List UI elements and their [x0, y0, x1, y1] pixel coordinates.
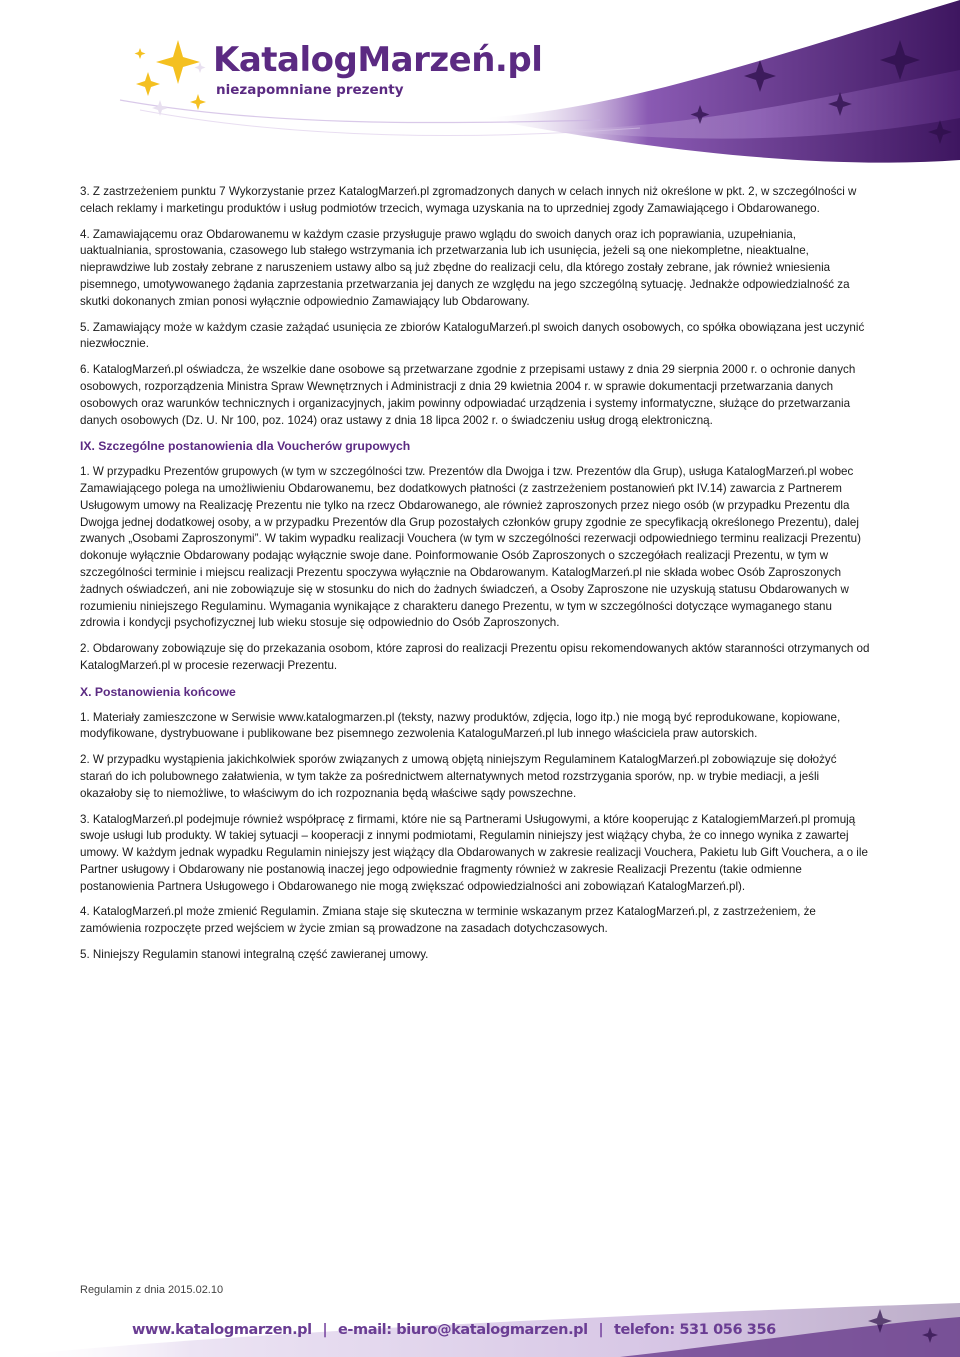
document-body [80, 184, 870, 973]
email-link[interactable]: e-mail: biuro@katalogmarzen.pl [337, 1322, 588, 1338]
phone-number: telefon: 531 056 356 [613, 1322, 776, 1338]
section-heading-x: X. Postanowienia końcowe [80, 684, 236, 699]
paragraph-10-2: 2. W przypadku wystąpienia jakichkolwiek sporów związanych z umową objętą niniejszym Regulaminem KatalogMarzeń.pl zobowiązuje się dołożyć starań do ich polubownego załatwienia, w tym także za pośrednictwem alternatywnych metod rozstrzygania sporów, np. w trybie mediacji, a jeśli okazałoby się to niemożliwe, to właściwym do ich rozpoznania będą właściwe sądy powszechne. [80, 753, 837, 800]
paragraph-8-4: 4. Zamawiającemu oraz Obdarowanemu w każdym czasie przysługuje prawo wglądu do swoich danych oraz ich poprawiania, uzupełniania, uaktualniania, sprostowania, czasowego lub stałego wstrzymania ich przetwarzania lub ich usunięcia, jeżeli są one niekompletne, nieaktualne, nieprawdziwe lub zostały zebrane z naruszeniem ustawy albo są już zbędne do realizacji celu, dla którego zostały zebrane, jak również wniesienia pisemnego, umotywowanego żądania zaprzestania przetwarzania jej danych ze względu na jego szczególną sytuację. Jednakże odpowiedzialność za skutki dokonanych zmian ponosi wyłącznie odpowiednio Zamawiający lub Obdarowany. [80, 227, 850, 308]
paragraph-10-3: 3. KatalogMarzeń.pl podejmuje również współpracę z firmami, które nie są Partnerami Usługowymi, a które kooperując z KatalogiemMarzeń.pl promują swoje usługi lub produkty. W takiej sytuacji – kooperacji z innymi podmiotami, Regulamin niniejszy jest wiążący chyba, że co innego wynika z zawartej umowy. W każdym jednak wypadku Regulamin niniejszy jest wiążący dla Obdarowanych w zakresie realizacji Vouchera, Pakietu lub Gift Vouchera, a o ile Partner usługowy i Obdarowany nie postanowią inaczej jego odpowiednie fragmenty również w zakresie Realizacji Prezentu (takie odmienne postanowienia Partnera Usługowego i Obdarowanego nie mogą zwiększać odpowiedzialności ani zobowiązań KatalogMarzeń.pl). [80, 812, 868, 893]
header-decoration [0, 0, 960, 180]
paragraph-8-3: 3. Z zastrzeżeniem punktu 7 Wykorzystanie przez KatalogMarzeń.pl zgromadzonych danych w celach innych niż określone w pkt. 2, w szczególności w celach reklamy i marketingu produktów i usług podmiotów trzecich, wymaga uzyskania na to uprzedniej zgody Zamawiającego i Obdarowanego. [80, 185, 857, 215]
website-link[interactable]: www.katalogmarzen.pl [132, 1322, 312, 1338]
paragraph-9-2: 2. Obdarowany zobowiązuje się do przekazania osobom, które zaprosi do realizacji Prezentu opisu rekomendowanych aktów staranności otrzymanych od KatalogMarzeń.pl w procesie rezerwacji Prezentu. [80, 642, 870, 672]
paragraph-8-5: 5. Zamawiający może w każdym czasie zażądać usunięcia ze zbiorów KataloguMarzeń.pl swoich danych osobowych, co spółka obowiązana jest uczynić niezwłocznie. [80, 320, 865, 351]
regulation-date: Regulamin z dnia 2015.02.10 [80, 1284, 224, 1296]
section-heading-ix: IX. Szczególne postanowienia dla Voucherów grupowych [80, 439, 411, 454]
paragraph-9-1: 1. W przypadku Prezentów grupowych (w tym w szczególności tzw. Prezentów dla Dwojga i tzw. Prezentów dla Grup), usługa KatalogMarzeń.pl wobec Zamawiającego polega na umożliwieniu Obdarowanemu, bez dodatkowych płatności (z zastrzeżeniem postanowień pkt IV.14) zawarcia z Partnerem Usługowym umowy na Realizację Prezentu nie tylko na rzecz Obdarowanego, ale również zaproszonych przez niego osób (w przypadku Prezentu dla Dwojga jednej dodatkowej osoby, a w przypadku Prezentów dla Grup pozostałych członków grupy zgodnie ze specyfikacją określonego Prezentu), dalej zwanych „Osobami Zaproszonymi”. W takim wypadku realizacji Vouchera (w tym w szczególności rezerwacji odpowiedniego terminu realizacji Prezentu) dokonuje wyłącznie Obdarowany podając wyłącznie swoje dane. Poinformowanie Osób Zaproszonych o szczegółach realizacji Prezentu, w tym w szczególności terminie i miejscu realizacji Prezentu spoczywa wyłącznie na Obdarowanym. KatalogMarzeń.pl nie składa wobec Osób Zaproszonych żadnych oświadczeń, ani nie zobowiązuje się w stosunku do nich do żadnych świadczeń, a Osoby Zaproszone nie uzyskują statusu Obdarowanych w rozumieniu niniejszego Regulaminu. Wymagania wynikające z charakteru danego Prezentu, w tym w szczególności dotyczące wymaganego stanu zdrowia i kondycji psychofizycznej lub wieku stosuje się odpowiednio do Osób Zaproszonych. [80, 465, 861, 630]
logo: KatalogMarzeń.pl [213, 40, 543, 80]
separator: | [598, 1322, 604, 1338]
contact-bar [132, 1322, 776, 1338]
paragraph-10-4: 4. KatalogMarzeń.pl może zmienić Regulamin. Zmiana staje się skuteczna w terminie wskazanym przez KatalogMarzeń.pl, z zastrzeżeniem, że zamówienia rozpoczęte przed wejściem w życie zmian są prowadzone na zasadach dotychczasowych. [80, 905, 816, 936]
paragraph-8-6: 6. KatalogMarzeń.pl oświadcza, że wszelkie dane osobowe są przetwarzane zgodnie z przepisami ustawy z dnia 29 sierpnia 2000 r. o ochronie danych osobowych, rozporządzenia Ministra Spraw Wewnętrznych i Administracji z dnia 29 kwietnia 2004 r. w sprawie dokumentacji przetwarzania danych osobowych oraz warunków technicznych i organizacyjnych, jakim powinny odpowiadać urządzenia i systemy informatyczne, służące do przetwarzania danych osobowych (Dz. U. Nr 100, poz. 1024) oraz ustawy z dnia 18 lipca 2002 r. o świadczeniu usług drogą elektroniczną. [80, 363, 856, 427]
paragraph-10-1: 1. Materiały zamieszczone w Serwisie www.katalogmarzen.pl (teksty, nazwy produktów, zdjęcia, logo itp.) nie mogą być reprodukowane, kopiowane, modyfikowane, dystrybuowane i publikowane bez pisemnego zezwolenia KataloguMarzeń.pl lub innego właściciela praw autorskich. [80, 710, 841, 741]
logo-tagline: niezapomniane prezenty [216, 82, 404, 98]
separator: | [322, 1322, 328, 1338]
paragraph-10-5: 5. Niniejszy Regulamin stanowi integralną część zawieranej umowy. [80, 948, 429, 962]
